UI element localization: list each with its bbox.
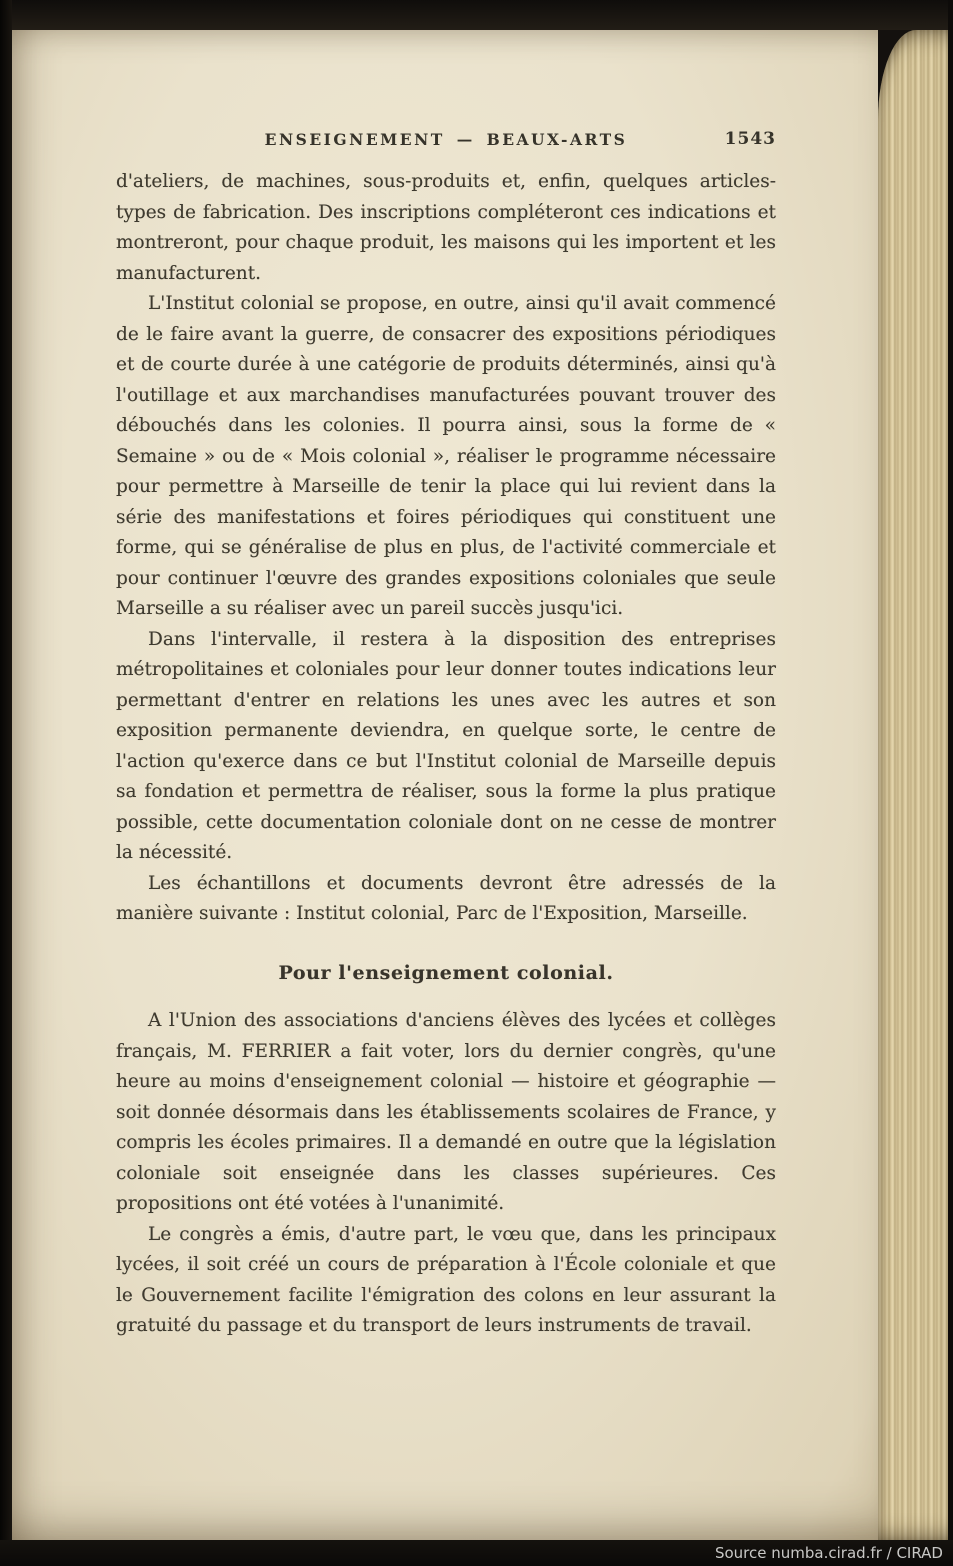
bottom-bar bbox=[0, 1540, 953, 1566]
paragraph: Les échantillons et documents devront être adressés de la manière suivante : Institut colonial, Parc de l'Exposition, Marseille. bbox=[116, 872, 776, 924]
page-number: 1543 bbox=[724, 129, 776, 149]
top-shadow-bar bbox=[0, 0, 953, 30]
book-spine bbox=[0, 0, 12, 1566]
page-text bbox=[116, 167, 776, 1342]
section-heading: Pour l'enseignement colonial. bbox=[278, 961, 614, 984]
paragraph: d'ateliers, de machines, sous-produits et, enfin, quelques articles-types de fabrication. Des inscriptions compléteront ces indications et montreront, pour chaque produit, les maisons qui les importent et les manufacturent. bbox=[116, 171, 776, 284]
source-attribution: Source numba.cirad.fr / CIRAD bbox=[714, 1544, 943, 1562]
running-title: ENSEIGNEMENT — BEAUX-ARTS bbox=[264, 130, 628, 149]
paragraph: Dans l'intervalle, il restera à la disposition des entreprises métropolitaines et coloniales pour leur donner toutes indications leur permettant d'entrer en relations les unes avec les autres et son exposition permanente deviendra, en quelque sorte, le centre de l'action qu'exerce dans ce but l'Institut colonial de Marseille depuis sa fondation et permettra de réaliser, sous la forme la plus pratique possible, cette documentation coloniale dont on ne cesse de montrer la nécessité. bbox=[116, 628, 776, 863]
paragraph: Le congrès a émis, d'autre part, le vœu que, dans les principaux lycées, il soit créé un cours de préparation à l'École coloniale et que le Gouvernement facilite l'émigration des colons en leur assurant la gratuité du passage et du transport de leurs instruments de travail. bbox=[116, 1223, 776, 1336]
page-edges bbox=[878, 30, 948, 1540]
paragraph: L'Institut colonial se propose, en outre, ainsi qu'il avait commencé de le faire avant la guerre, de consacrer des expositions périodiques et de courte durée à une catégorie de produits déterminés, ainsi qu'à l'outillage et aux marchandises manufacturées pouvant trouver des débouchés dans les colonies. Il pourra ainsi, sous la forme de « Semaine » ou de « Mois colonial », réaliser le programme nécessaire pour permettre à Marseille de tenir la place qui lui revient dans la série des manifestations et foires périodiques qui constituent une forme, qui se généralise de plus en plus, de l'activité commerciale et pour continuer l'œuvre des grandes expositions coloniales que seule Marseille a su réaliser avec un pareil succès jusqu'ici. bbox=[116, 293, 776, 619]
page-header bbox=[116, 130, 776, 149]
right-edge-shadow bbox=[948, 0, 953, 1566]
paragraph: A l'Union des associations d'anciens élèves des lycées et collèges français, M. FERRIER a fait voter, lors du dernier congrès, qu'une heure au moins d'enseignement colonial — histoire et géographie — soit donnée désormais dans les établissements scolaires de France, y compris les écoles primaires. Il a demandé en outre que la législation coloniale soit enseignée dans les classes supérieures. Ces propositions ont été votées à l'unanimité. bbox=[116, 1010, 776, 1214]
book-page bbox=[12, 30, 878, 1540]
